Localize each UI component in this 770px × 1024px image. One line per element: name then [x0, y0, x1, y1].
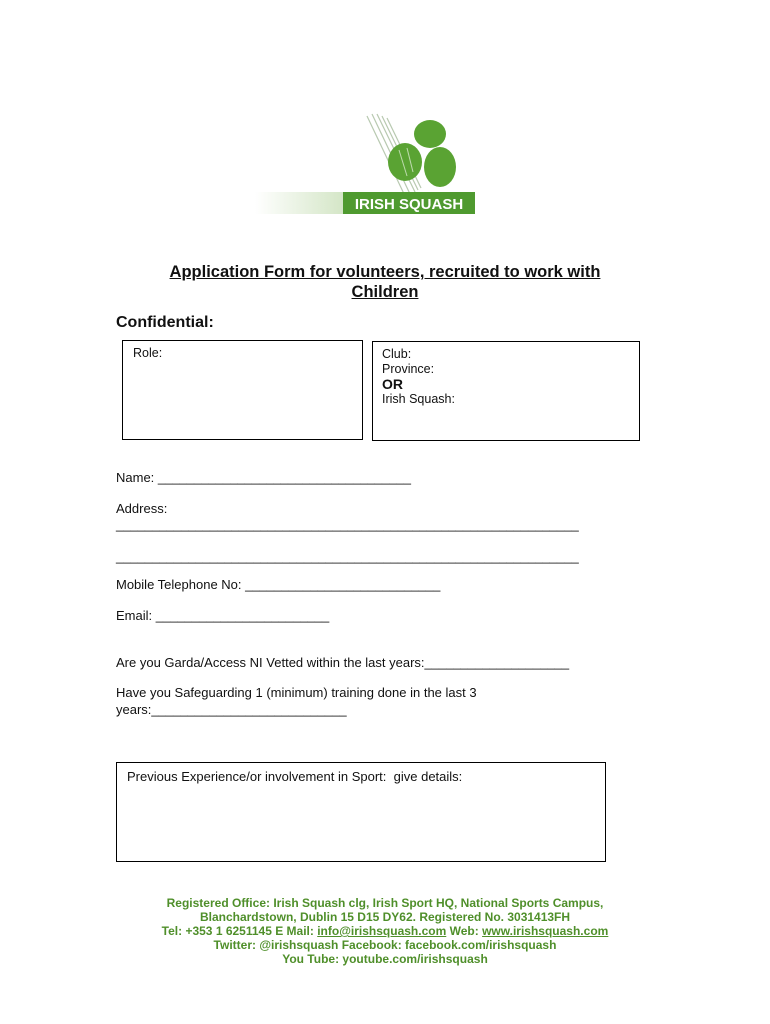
form-title-line1: Application Form for volunteers, recruited to work with [169, 263, 601, 281]
experience-label: Previous Experience/or involvement in Sport: give details: [127, 769, 463, 784]
experience-box[interactable] [116, 762, 606, 862]
footer-tel-text: Tel: +353 1 6251145 E Mail: [161, 924, 318, 938]
safeguarding-field[interactable]: years:___________________________ [116, 702, 347, 717]
footer-line-2: Blanchardstown, Dublin 15 D15 DY62. Registered No. 3031413FH [199, 910, 571, 924]
address-line-1[interactable]: ________________________________________________________________ [116, 517, 579, 532]
name-field[interactable]: Name: ___________________________________ [116, 470, 411, 485]
garda-vetting-field[interactable]: Are you Garda/Access NI Vetted within the last years:____________________ [116, 655, 570, 670]
or-label: OR [382, 376, 403, 392]
address-line-2[interactable]: ________________________________________________________________ [116, 549, 579, 564]
footer-web-text: Web: [446, 924, 483, 938]
footer-line-5: You Tube: youtube.com/irishsquash [282, 952, 488, 966]
footer-line-3 [0, 924, 770, 938]
mobile-field[interactable]: Mobile Telephone No: ___________________________ [116, 577, 441, 592]
confidential-heading: Confidential: [116, 314, 214, 331]
club-label: Club: [382, 347, 412, 361]
footer-line-1: Registered Office: Irish Squash clg, Irish Sport HQ, National Sports Campus, [166, 896, 604, 910]
safeguarding-question: Have you Safeguarding 1 (minimum) training done in the last 3 [116, 685, 477, 700]
club-box[interactable] [372, 341, 640, 441]
footer-email-link[interactable]: info@irishsquash.com [317, 924, 447, 938]
irish-squash-label: Irish Squash: [382, 392, 455, 406]
logo-text: IRISH SQUASH [354, 196, 464, 213]
irish-squash-logo [255, 112, 475, 214]
province-label: Province: [382, 362, 435, 376]
address-label: Address: [116, 501, 168, 516]
role-box[interactable] [122, 340, 363, 440]
role-label: Role: [133, 346, 163, 360]
footer-web-link[interactable]: www.irishsquash.com [482, 924, 609, 938]
form-title-line2: Children [351, 283, 419, 301]
email-field[interactable]: Email: ________________________ [116, 608, 330, 623]
footer-line-4: Twitter: @irishsquash Facebook: facebook.com/irishsquash [213, 938, 557, 952]
